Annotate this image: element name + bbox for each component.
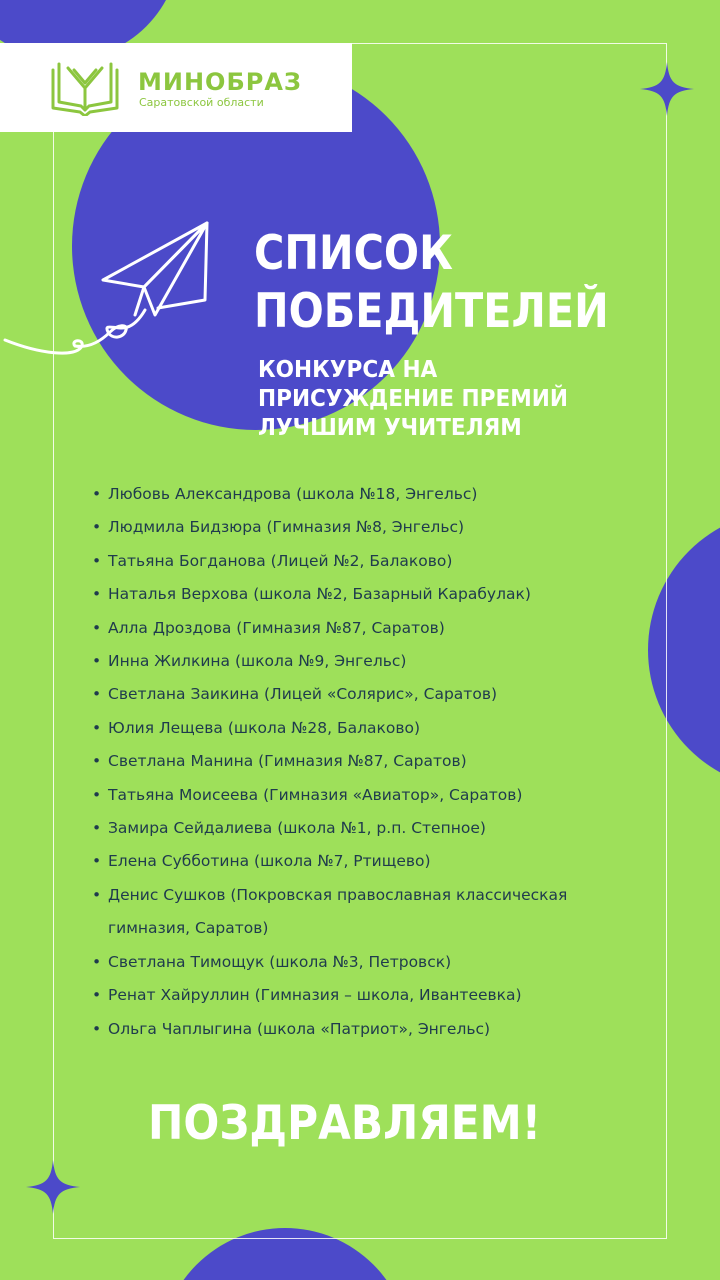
subtitle-line-2: ПРИСУЖДЕНИЕ ПРЕМИЙ [258,386,568,412]
sparkle-top-right-icon [640,62,694,116]
winner-item: • Ренат Хайруллин (Гимназия – школа, Ивантеевка) [90,979,630,1012]
winner-item: • Денис Сушков (Покровская православная классическая гимназия, Саратов) [90,879,608,946]
winner-item: • Татьяна Богданова (Лицей №2, Балаково) [90,545,630,578]
subtitle-line-3: ЛУЧШИМ УЧИТЕЛЯМ [258,415,522,441]
subtitle [258,356,596,443]
title-line-1: СПИСОК [254,226,453,281]
winner-item: • Юлия Лещева (школа №28, Балаково) [90,712,630,745]
winner-item: • Любовь Александрова (школа №18, Энгельс) [90,478,630,511]
winner-item: • Светлана Заикина (Лицей «Солярис», Саратов) [90,678,630,711]
open-book-logo-icon [48,58,122,116]
paper-plane-icon [0,220,230,370]
winner-item: • Замира Сейдалиева (школа №1, р.п. Степное) [90,812,630,845]
winner-item: • Светлана Тимощук (школа №3, Петровск) [90,946,630,979]
title-line-2: ПОБЕДИТЕЛЕЙ [254,284,609,339]
logo-subtitle: Саратовской области [139,96,264,109]
winner-item: • Ольга Чаплыгина (школа «Патриот», Энгельс) [90,1013,630,1046]
winner-item: • Елена Субботина (школа №7, Ртищево) [90,845,630,878]
winner-item: • Татьяна Моисеева (Гимназия «Авиатор», Саратов) [90,779,630,812]
sparkle-bottom-left-icon [26,1160,80,1214]
logo-title: МИНОБРАЗ [138,68,302,96]
winner-item: • Людмила Бидзюра (Гимназия №8, Энгельс) [90,511,630,544]
winner-item: • Алла Дроздова (Гимназия №87, Саратов) [90,612,630,645]
congrats-text: ПОЗДРАВЛЯЕМ! [148,1096,542,1151]
winner-item: • Инна Жилкина (школа №9, Энгельс) [90,645,630,678]
winner-item: • Светлана Манина (Гимназия №87, Саратов) [90,745,630,778]
subtitle-line-1: КОНКУРСА НА [258,357,438,383]
winner-item: • Наталья Верхова (школа №2, Базарный Карабулак) [90,578,630,611]
winners-list [90,478,630,1046]
